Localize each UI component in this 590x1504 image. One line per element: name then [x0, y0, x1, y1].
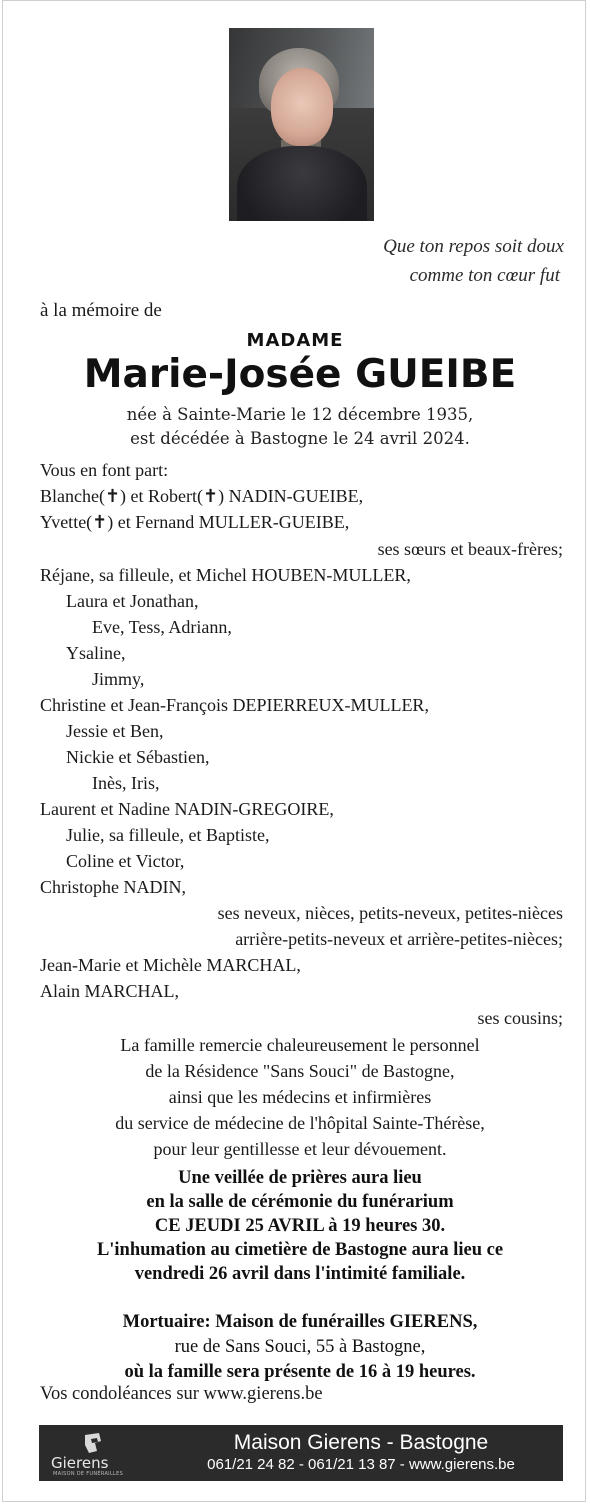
family-relation-line: ses cousins;: [477, 1008, 563, 1028]
ceremony-details: [0, 1166, 590, 1286]
thanks-line: du service de médecine de l'hôpital Sainte-Thérèse,: [115, 1113, 485, 1133]
family-line: Inès, Iris,: [92, 773, 160, 793]
family-line: Jessie et Ben,: [66, 721, 164, 741]
quote-line-2: comme ton cœur fut: [409, 265, 560, 286]
birth-death-info: [0, 403, 590, 451]
ceremony-line: vendredi 26 avril dans l'intimité familiale.: [134, 1264, 466, 1284]
deceased-name: Marie-Josée GUEIBE: [83, 352, 517, 397]
mortuary-details: [0, 1310, 590, 1385]
family-line: Ysaline,: [66, 643, 126, 663]
family-line: Alain MARCHAL,: [40, 981, 179, 1001]
family-intro: Vous en font part:: [40, 460, 169, 480]
birth-line: née à Sainte-Marie le 12 décembre 1935,: [126, 405, 474, 424]
thanks-line: pour leur gentillesse et leur dévouement.: [153, 1139, 447, 1159]
death-line: est décédée à Bastogne le 24 avril 2024.: [130, 429, 470, 448]
family-line: Christine et Jean-François DEPIERREUX-MULLER,: [40, 695, 429, 715]
memory-label: à la mémoire de: [40, 300, 162, 321]
family-line: Christophe NADIN,: [40, 877, 186, 897]
ceremony-line: L'inhumation au cimetière de Bastogne aura lieu ce: [96, 1240, 504, 1260]
logo-text: Gierens: [51, 1454, 109, 1472]
family-line: Laura et Jonathan,: [66, 591, 199, 611]
family-relation-line: arrière-petits-neveux et arrière-petites-nièces;: [235, 929, 563, 949]
ceremony-line: CE JEUDI 25 AVRIL à 19 heures 30.: [154, 1216, 446, 1236]
family-line: Réjane, sa filleule, et Michel HOUBEN-MULLER,: [40, 565, 411, 585]
family-line: Julie, sa filleule, et Baptiste,: [66, 825, 270, 845]
quote-line-1: Que ton repos soit doux: [383, 236, 564, 257]
family-line: Jean-Marie et Michèle MARCHAL,: [40, 955, 301, 975]
funeral-home-banner: [39, 1425, 563, 1481]
mortuary-address: rue de Sans Souci, 55 à Bastogne,: [174, 1337, 426, 1357]
ceremony-line: Une veillée de prières aura lieu: [178, 1168, 422, 1188]
mortuary-line: où la famille sera présente de 16 à 19 heures.: [124, 1362, 476, 1382]
banner-title: Maison Gierens - Bastogne: [233, 1431, 489, 1454]
condolences-link[interactable]: Vos condoléances sur www.gierens.be: [40, 1384, 323, 1404]
family-relation-line: ses neveux, nièces, petits-neveux, petites-nièces: [217, 903, 563, 923]
salutation: MADAME: [246, 330, 344, 351]
banner-contact: 061/21 24 82 - 061/21 13 87 - www.gierens.be: [207, 1456, 515, 1473]
family-line: Yvette(✝) et Fernand MULLER-GUEIBE,: [40, 512, 350, 532]
thanks-line: ainsi que les médecins et infirmières: [168, 1087, 432, 1107]
thanks-line: La famille remercie chaleureusement le personnel: [120, 1035, 480, 1055]
thanks-paragraph: [0, 1032, 590, 1162]
mortuary-line: Mortuaire: Maison de funérailles GIERENS,: [122, 1312, 478, 1332]
family-line: Nickie et Sébastien,: [66, 747, 210, 767]
family-line: Jimmy,: [92, 669, 145, 689]
portrait-photo: [229, 28, 374, 221]
epitaph-quote: [264, 232, 564, 290]
family-line: Laurent et Nadine NADIN-GREGOIRE,: [40, 799, 334, 819]
ceremony-line: en la salle de cérémonie du funérarium: [146, 1192, 454, 1212]
thanks-line: de la Résidence "Sans Souci" de Bastogne,: [145, 1061, 455, 1081]
family-line: Blanche(✝) et Robert(✝) NADIN-GUEIBE,: [40, 486, 364, 506]
family-relation-line: ses sœurs et beaux-frères;: [377, 539, 563, 559]
family-line: Eve, Tess, Adriann,: [92, 617, 232, 637]
family-line: Coline et Victor,: [66, 851, 185, 871]
logo-subtext: MAISON DE FUNÉRAILLES: [53, 1471, 124, 1477]
